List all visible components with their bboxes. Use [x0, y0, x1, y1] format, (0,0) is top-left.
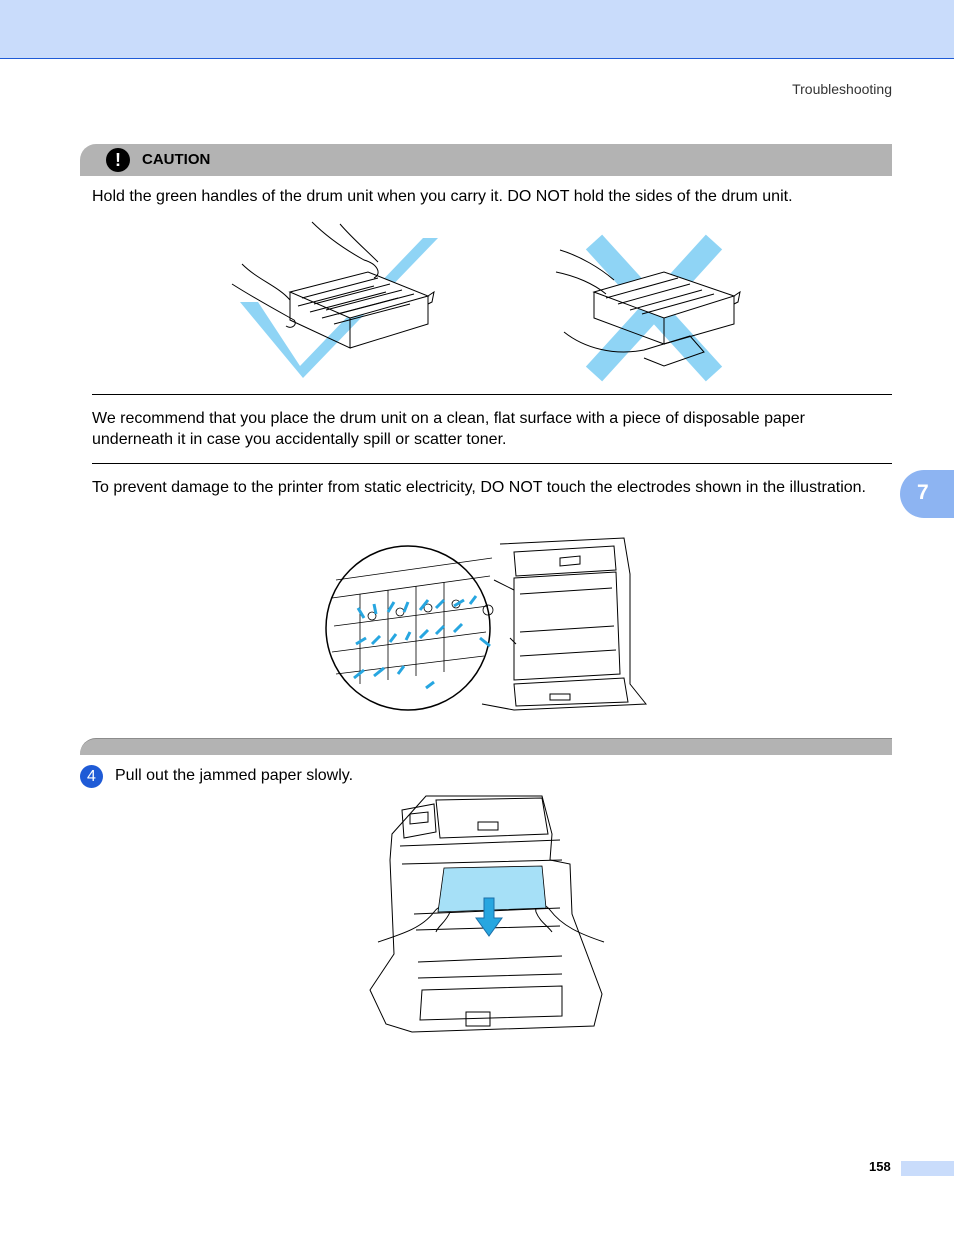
step-instruction: Pull out the jammed paper slowly.	[115, 767, 354, 784]
chapter-number: 7	[917, 481, 929, 504]
page-number: 158	[869, 1159, 891, 1174]
top-band	[0, 0, 954, 59]
chapter-tab	[900, 470, 954, 518]
caution-text-surface: We recommend that you place the drum unit on a clean, flat surface with a piece of disposable paper underneath it in case you accidentally spill or scatter toner.	[92, 410, 805, 448]
caution-text-handles: Hold the green handles of the drum unit when you carry it. DO NOT hold the sides of the drum unit.	[92, 188, 793, 205]
electrodes-illustration	[324, 534, 650, 724]
exclamation-icon: !	[106, 148, 130, 172]
divider-rule-1	[92, 394, 892, 395]
caution-text-electrodes: To prevent damage to the printer from static electricity, DO NOT touch the electrodes shown in the illustration.	[92, 479, 866, 496]
jammed-paper-illustration	[366, 794, 608, 1036]
caution-end-bar	[80, 738, 892, 755]
drum-unit-correct-illustration	[228, 220, 443, 382]
caution-label: CAUTION	[142, 151, 211, 168]
divider-rule-2	[92, 463, 892, 464]
drum-unit-incorrect-illustration	[554, 232, 754, 382]
step-number-badge: 4	[80, 765, 103, 788]
running-head: Troubleshooting	[792, 81, 892, 97]
page-tab	[901, 1161, 954, 1176]
caution-header	[80, 144, 892, 176]
